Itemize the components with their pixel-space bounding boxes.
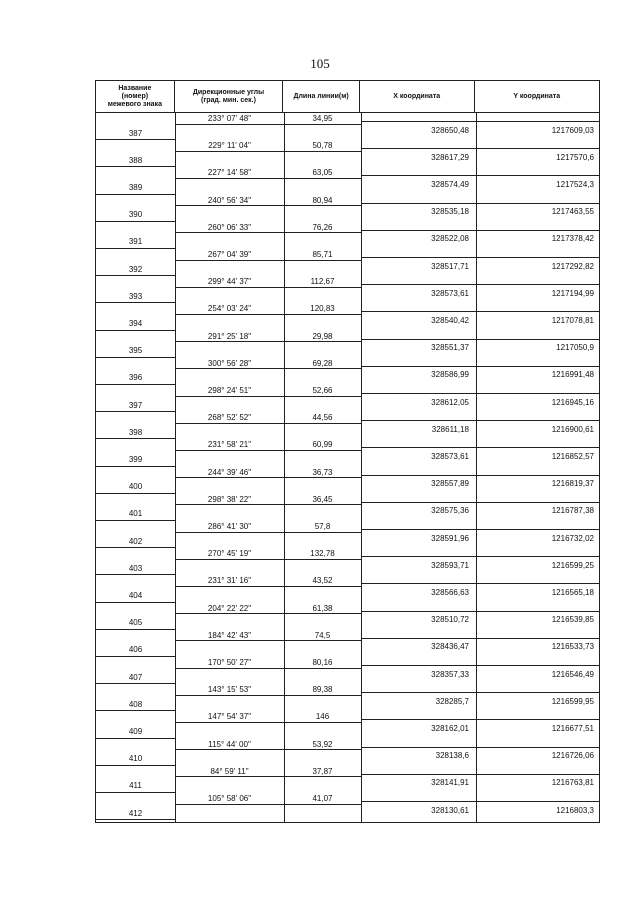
boundary-mark-number: 406 xyxy=(128,645,143,655)
row-divider xyxy=(361,556,599,557)
row-divider xyxy=(175,124,361,125)
y-coordinate: 1217292,82 xyxy=(551,261,594,271)
row-divider xyxy=(361,638,599,639)
x-coordinate: 328357,33 xyxy=(431,669,469,679)
line-length: 34,95 xyxy=(312,114,333,123)
y-coordinate: 1216677,51 xyxy=(551,724,594,733)
boundary-mark-number: 393 xyxy=(128,291,143,301)
y-coordinate: 1216819,37 xyxy=(551,479,594,489)
line-length: 57,8 xyxy=(314,522,331,531)
row-divider xyxy=(175,232,361,233)
row-divider xyxy=(361,203,599,204)
direction-angle: 231° 31' 16" xyxy=(207,576,252,586)
boundary-mark-number: 410 xyxy=(128,754,143,764)
row-divider xyxy=(96,520,175,521)
y-coordinate: 1216546,49 xyxy=(551,669,594,679)
row-divider xyxy=(361,502,599,503)
x-coordinate: 328650,48 xyxy=(431,125,469,135)
y-coordinate: 1216539,85 xyxy=(551,615,594,625)
y-coordinate: 1216852,57 xyxy=(551,452,594,461)
line-length: 61,38 xyxy=(312,603,333,613)
boundary-mark-number: 412 xyxy=(128,808,143,818)
page-number: 105 xyxy=(310,56,330,71)
x-coordinate: 328138,6 xyxy=(435,751,469,761)
row-divider xyxy=(175,287,361,288)
line-length: 80,94 xyxy=(312,195,333,205)
y-coordinate: 1216763,81 xyxy=(551,778,594,788)
row-divider xyxy=(361,583,599,584)
direction-angle: 267° 04' 39" xyxy=(207,250,252,259)
row-divider xyxy=(175,722,361,723)
row-divider xyxy=(96,574,175,575)
x-coordinate: 328593,71 xyxy=(431,560,469,570)
x-coordinate: 328573,61 xyxy=(431,288,469,298)
row-divider xyxy=(175,314,361,315)
row-divider xyxy=(175,668,361,669)
header-length: Длина линии(м) xyxy=(283,81,360,112)
direction-angle: 204° 22' 22" xyxy=(207,603,252,613)
coordinates-table xyxy=(95,80,600,823)
row-divider xyxy=(175,749,361,750)
line-length: 36,45 xyxy=(312,494,333,504)
direction-angle: 240° 56' 34" xyxy=(207,195,252,205)
row-divider xyxy=(96,275,175,276)
line-length: 60,99 xyxy=(312,440,333,450)
direction-angle: 299° 44' 37" xyxy=(207,277,252,287)
boundary-mark-number: 397 xyxy=(128,400,143,410)
x-coordinate: 328517,71 xyxy=(431,261,469,271)
direction-angle: 231° 58' 21" xyxy=(207,440,252,450)
row-divider xyxy=(96,330,175,331)
row-divider xyxy=(361,529,599,530)
column-divider xyxy=(361,113,362,822)
header-angle: Дирекционные углы (град. мин. сек.) xyxy=(175,81,284,112)
direction-angle: 298° 38' 22" xyxy=(207,494,252,504)
line-length: 69,28 xyxy=(312,358,333,368)
line-length: 53,92 xyxy=(312,739,333,749)
x-coordinate: 328586,99 xyxy=(431,370,469,380)
line-length: 89,38 xyxy=(312,685,333,695)
row-divider xyxy=(96,602,175,603)
y-coordinate: 1217378,42 xyxy=(551,234,594,244)
row-divider xyxy=(361,420,599,421)
boundary-mark-number: 394 xyxy=(128,319,143,328)
boundary-mark-number: 388 xyxy=(128,155,143,165)
line-length: 43,52 xyxy=(312,576,333,586)
boundary-mark-number: 400 xyxy=(128,482,143,492)
line-length: 146 xyxy=(315,712,330,722)
direction-angle: 227° 14' 58" xyxy=(207,168,252,178)
boundary-mark-number: 402 xyxy=(128,536,143,546)
row-divider xyxy=(361,230,599,231)
direction-angle: 229° 11' 04" xyxy=(208,141,251,151)
line-length: 52,66 xyxy=(312,386,333,395)
direction-angle: 254° 03' 24" xyxy=(207,304,252,314)
boundary-mark-number: 409 xyxy=(128,727,143,736)
x-coordinate: 328141,91 xyxy=(431,778,469,788)
direction-angle: 268° 52' 52" xyxy=(207,413,252,423)
row-divider xyxy=(175,559,361,560)
boundary-mark-number: 387 xyxy=(128,128,143,138)
y-coordinate: 1216565,18 xyxy=(551,588,594,597)
row-divider xyxy=(96,411,175,412)
direction-angle: 115° 44' 00" xyxy=(208,739,251,749)
row-divider xyxy=(96,384,175,385)
row-divider xyxy=(175,613,361,614)
x-coordinate: 328557,89 xyxy=(431,479,469,489)
row-divider xyxy=(361,719,599,720)
line-length: 76,26 xyxy=(312,222,333,232)
y-coordinate: 1217570,6 xyxy=(556,152,594,162)
row-divider xyxy=(96,194,175,195)
direction-angle: 286° 41' 30" xyxy=(207,522,252,531)
row-divider xyxy=(361,747,599,748)
row-divider xyxy=(175,205,361,206)
row-divider xyxy=(175,341,361,342)
direction-angle: 233° 07' 48" xyxy=(207,114,252,123)
direction-angle: 143° 15' 53" xyxy=(207,685,252,695)
y-coordinate: 1216803,3 xyxy=(556,805,594,815)
x-coordinate: 328591,96 xyxy=(431,533,469,543)
row-divider xyxy=(361,121,599,122)
x-coordinate: 328611,18 xyxy=(431,424,469,434)
x-coordinate: 328617,29 xyxy=(431,152,469,162)
row-divider xyxy=(175,178,361,179)
boundary-mark-number: 392 xyxy=(128,264,143,274)
line-length: 120,83 xyxy=(310,304,335,314)
table-header xyxy=(95,80,600,113)
row-divider xyxy=(96,629,175,630)
x-coordinate: 328436,47 xyxy=(431,642,469,652)
line-length: 36,73 xyxy=(312,467,333,477)
row-divider xyxy=(175,695,361,696)
row-divider xyxy=(96,547,175,548)
y-coordinate: 1216726,06 xyxy=(551,751,594,761)
row-divider xyxy=(175,586,361,587)
line-length: 41,07 xyxy=(312,794,333,803)
direction-angle: 184° 42' 43" xyxy=(207,630,252,640)
x-coordinate: 328535,18 xyxy=(431,207,469,217)
row-divider xyxy=(175,450,361,451)
row-divider xyxy=(361,284,599,285)
table-body xyxy=(95,113,600,823)
boundary-mark-number: 407 xyxy=(128,672,143,682)
row-divider xyxy=(361,692,599,693)
x-coordinate: 328540,42 xyxy=(431,316,469,325)
x-coordinate: 328522,08 xyxy=(431,234,469,244)
y-coordinate: 1217078,81 xyxy=(551,316,594,325)
y-coordinate: 1216732,02 xyxy=(551,533,594,543)
row-divider xyxy=(96,683,175,684)
row-divider xyxy=(361,801,599,802)
row-divider xyxy=(175,151,361,152)
row-divider xyxy=(361,611,599,612)
y-coordinate: 1216991,48 xyxy=(551,370,594,380)
row-divider xyxy=(361,447,599,448)
direction-angle: 300° 56' 28" xyxy=(207,358,252,368)
row-divider xyxy=(175,368,361,369)
row-divider xyxy=(361,311,599,312)
row-divider xyxy=(96,221,175,222)
x-coordinate: 328551,37 xyxy=(431,343,469,353)
row-divider xyxy=(175,477,361,478)
row-divider xyxy=(361,665,599,666)
boundary-mark-number: 411 xyxy=(129,781,142,791)
boundary-mark-number: 403 xyxy=(128,563,143,573)
row-divider xyxy=(96,792,175,793)
x-coordinate: 328566,63 xyxy=(431,588,469,597)
line-length: 74,5 xyxy=(314,630,331,640)
row-divider xyxy=(175,396,361,397)
line-length: 112,67 xyxy=(310,277,335,287)
y-coordinate: 1216787,38 xyxy=(551,506,594,516)
line-length: 50,78 xyxy=(312,141,333,151)
direction-angle: 298° 24' 51" xyxy=(207,386,252,395)
row-divider xyxy=(96,302,175,303)
row-divider xyxy=(96,656,175,657)
boundary-mark-number: 389 xyxy=(128,183,143,192)
row-divider xyxy=(361,339,599,340)
direction-angle: 270° 45' 19" xyxy=(207,549,252,559)
row-divider xyxy=(361,475,599,476)
boundary-mark-number: 391 xyxy=(128,237,143,247)
row-divider xyxy=(96,466,175,467)
y-coordinate: 1217194,99 xyxy=(551,288,594,298)
direction-angle: 291° 25' 18" xyxy=(207,331,252,341)
y-coordinate: 1217463,55 xyxy=(551,207,594,217)
x-coordinate: 328130,61 xyxy=(431,805,469,815)
boundary-mark-number: 390 xyxy=(128,210,143,220)
header-x: X координата xyxy=(360,81,475,112)
line-length: 37,87 xyxy=(312,766,333,776)
row-divider xyxy=(96,248,175,249)
x-coordinate: 328612,05 xyxy=(431,397,469,407)
y-coordinate: 1216599,25 xyxy=(551,560,594,570)
direction-angle: 260° 06' 33" xyxy=(207,222,252,232)
row-divider xyxy=(96,819,175,820)
boundary-mark-number: 401 xyxy=(128,509,143,519)
boundary-mark-number: 408 xyxy=(128,699,143,709)
header-y: Y координата xyxy=(513,92,561,100)
row-divider xyxy=(175,504,361,505)
x-coordinate: 328573,61 xyxy=(431,452,469,461)
row-divider xyxy=(96,438,175,439)
row-divider xyxy=(96,166,175,167)
row-divider xyxy=(361,148,599,149)
boundary-mark-number: 404 xyxy=(128,591,143,600)
x-coordinate: 328162,01 xyxy=(431,724,469,733)
line-length: 29,98 xyxy=(312,331,333,341)
row-divider xyxy=(96,710,175,711)
y-coordinate: 1217050,9 xyxy=(556,343,594,353)
y-coordinate: 1217524,3 xyxy=(556,180,594,189)
x-coordinate: 328575,36 xyxy=(431,506,469,516)
row-divider xyxy=(96,493,175,494)
y-coordinate: 1216945,16 xyxy=(551,397,594,407)
y-coordinate: 1216599,95 xyxy=(551,696,594,706)
line-length: 80,16 xyxy=(312,658,333,667)
row-divider xyxy=(96,357,175,358)
boundary-mark-number: 395 xyxy=(128,346,143,356)
row-divider xyxy=(175,640,361,641)
row-divider xyxy=(175,776,361,777)
column-divider xyxy=(476,113,477,822)
row-divider xyxy=(175,260,361,261)
y-coordinate: 1216533,73 xyxy=(551,642,594,652)
row-divider xyxy=(175,804,361,805)
direction-angle: 84° 59' 11" xyxy=(210,766,249,776)
line-length: 85,71 xyxy=(312,250,333,259)
line-length: 63,05 xyxy=(312,168,333,178)
boundary-mark-number: 398 xyxy=(128,427,143,437)
row-divider xyxy=(175,532,361,533)
row-divider xyxy=(361,366,599,367)
y-coordinate: 1216900,61 xyxy=(551,424,594,434)
direction-angle: 147° 54' 37" xyxy=(207,712,252,722)
boundary-mark-number: 405 xyxy=(128,618,143,628)
x-coordinate: 328285,7 xyxy=(435,696,469,706)
row-divider xyxy=(361,175,599,176)
header-name: Название (номер) межевого знака xyxy=(96,81,175,112)
x-coordinate: 328574,49 xyxy=(431,180,469,189)
boundary-mark-number: 399 xyxy=(128,455,143,464)
row-divider xyxy=(361,393,599,394)
row-divider xyxy=(361,774,599,775)
boundary-mark-number: 396 xyxy=(128,373,143,383)
direction-angle: 170° 50' 27" xyxy=(207,658,252,667)
row-divider xyxy=(96,765,175,766)
row-divider xyxy=(96,139,175,140)
direction-angle: 105° 58' 06" xyxy=(207,794,252,803)
row-divider xyxy=(361,257,599,258)
y-coordinate: 1217609,03 xyxy=(551,125,594,135)
line-length: 44,56 xyxy=(312,413,333,423)
line-length: 132,78 xyxy=(310,549,335,559)
row-divider xyxy=(175,423,361,424)
direction-angle: 244° 39' 46" xyxy=(207,467,252,477)
row-divider xyxy=(96,738,175,739)
x-coordinate: 328510,72 xyxy=(431,615,469,625)
